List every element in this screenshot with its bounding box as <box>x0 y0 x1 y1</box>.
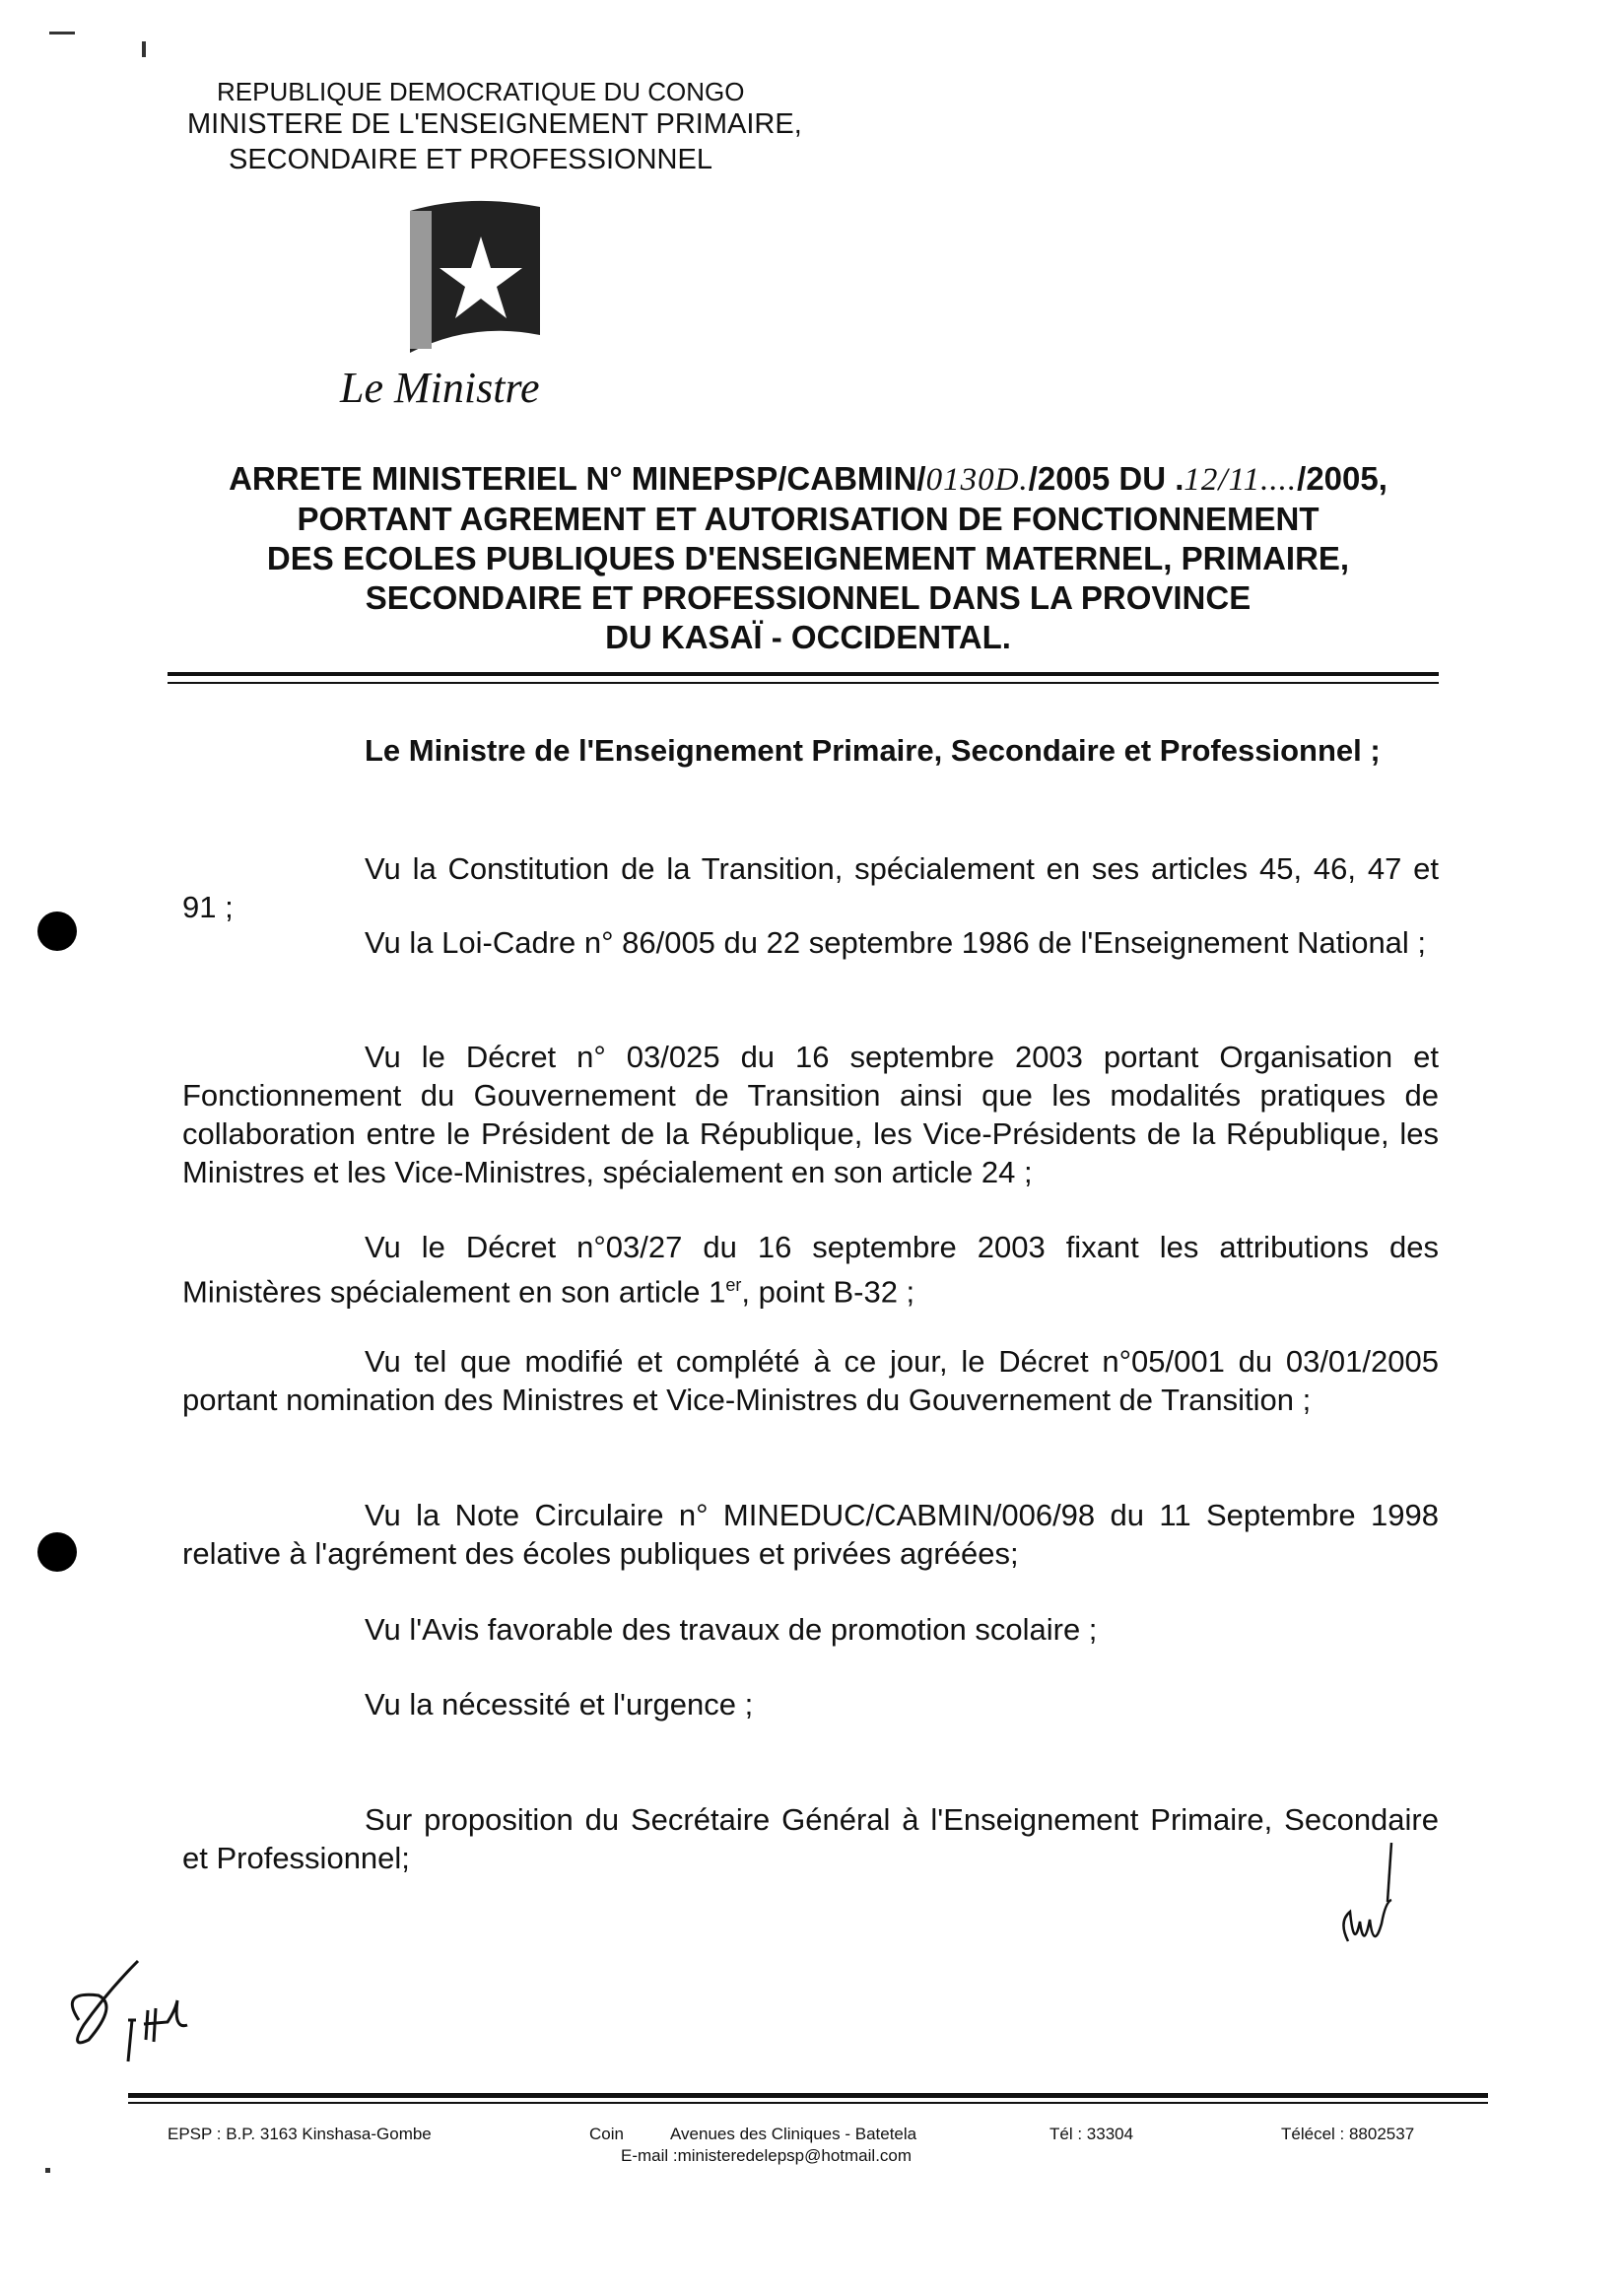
consideration-constitution: Vu la Constitution de la Transition, spécialement en ses articles 45, 46, 47 et 91 ; <box>182 851 1439 924</box>
handwritten-decree-date: 12/11.... <box>1184 462 1298 498</box>
consideration-decret-03-27 <box>182 1228 1439 1311</box>
p4-text: Vu le Décret n°03/27 du 16 septembre 2003 fixant les attributions des Ministères spécialement en son article 1 <box>182 1230 1439 1310</box>
consideration-avis-favorable: Vu l'Avis favorable des travaux de promotion scolaire ; <box>365 1612 1098 1647</box>
handwritten-initials-left <box>49 1951 217 2069</box>
footer-coin: Coin <box>589 2125 624 2143</box>
title-line3: DES ECOLES PUBLIQUES D'ENSEIGNEMENT MATERNEL, PRIMAIRE, <box>266 540 1350 576</box>
flag-star-emblem-icon <box>402 197 550 363</box>
ministry-name-line1: MINISTERE DE L'ENSEIGNEMENT PRIMAIRE, <box>187 108 802 140</box>
punch-hole <box>37 912 77 951</box>
title-line4: SECONDAIRE ET PROFESSIONNEL DANS LA PROVINCE <box>365 579 1252 616</box>
handwritten-decree-number: 0130D. <box>925 462 1029 498</box>
footer-telecel: Télécel : 8802537 <box>1281 2125 1415 2143</box>
footer-divider-thin <box>128 2102 1488 2104</box>
footer-avenues: Avenues des Cliniques - Batetela <box>670 2125 917 2143</box>
footer-address: EPSP : B.P. 3163 Kinshasa-Gombe <box>168 2125 432 2143</box>
title-suffix: /2005, <box>1297 460 1387 497</box>
title-divider-thin <box>168 682 1439 684</box>
decree-title <box>168 459 1449 657</box>
punch-hole <box>37 1532 77 1572</box>
p4-text-end: , point B-32 ; <box>741 1274 915 1310</box>
title-mid: /2005 DU . <box>1028 460 1184 497</box>
footer-divider <box>128 2093 1488 2098</box>
title-line5: DU KASAÏ - OCCIDENTAL. <box>605 619 1011 655</box>
footer-tel: Tél : 33304 <box>1049 2125 1134 2143</box>
scan-mark <box>49 32 75 34</box>
handwritten-initials-right <box>1330 1843 1409 1981</box>
consideration-loi-cadre: Vu la Loi-Cadre n° 86/005 du 22 septembre 1986 de l'Enseignement National ; <box>365 925 1427 960</box>
title-line2: PORTANT AGREMENT ET AUTORISATION DE FONCTIONNEMENT <box>297 501 1320 537</box>
title-divider <box>168 672 1439 676</box>
country-name: REPUBLIQUE DEMOCRATIQUE DU CONGO <box>217 77 745 106</box>
ministry-name-line2: SECONDAIRE ET PROFESSIONNEL <box>229 144 712 175</box>
consideration-decret-03-025: Vu le Décret n° 03/025 du 16 septembre 2003 portant Organisation et Fonctionnement du Gouvernement de Transition ainsi que les modalités pratiques de collaboration entre le Président de la République, les Vice-Présidents de la République, les Ministres et les Vice-Ministres, spécialement en son article 24 ; <box>182 1040 1439 1189</box>
title-prefix: ARRETE MINISTERIEL N° MINEPSP/CABMIN/ <box>229 460 926 497</box>
proposition-paragraph: Sur proposition du Secrétaire Général à l'Enseignement Primaire, Secondaire et Professionnel; <box>182 1802 1439 1875</box>
scan-mark <box>45 2168 50 2173</box>
p4-superscript: er <box>725 1275 742 1295</box>
footer-email: E-mail :ministeredelepsp@hotmail.com <box>621 2146 913 2165</box>
consideration-urgence: Vu la nécessité et l'urgence ; <box>365 1687 754 1722</box>
intro-paragraph: Le Ministre de l'Enseignement Primaire, Secondaire et Professionnel ; <box>365 733 1381 768</box>
scan-mark <box>142 41 146 57</box>
consideration-decret-05-001: Vu tel que modifié et complété à ce jour, le Décret n°05/001 du 03/01/2005 portant nomination des Ministres et Vice-Ministres du Gouvernement de Transition ; <box>182 1344 1439 1417</box>
consideration-note-circulaire: Vu la Note Circulaire n° MINEDUC/CABMIN/006/98 du 11 Septembre 1998 relative à l'agrément des écoles publiques et privées agréées; <box>182 1498 1439 1571</box>
minister-signatory-heading: Le Ministre <box>340 364 540 412</box>
